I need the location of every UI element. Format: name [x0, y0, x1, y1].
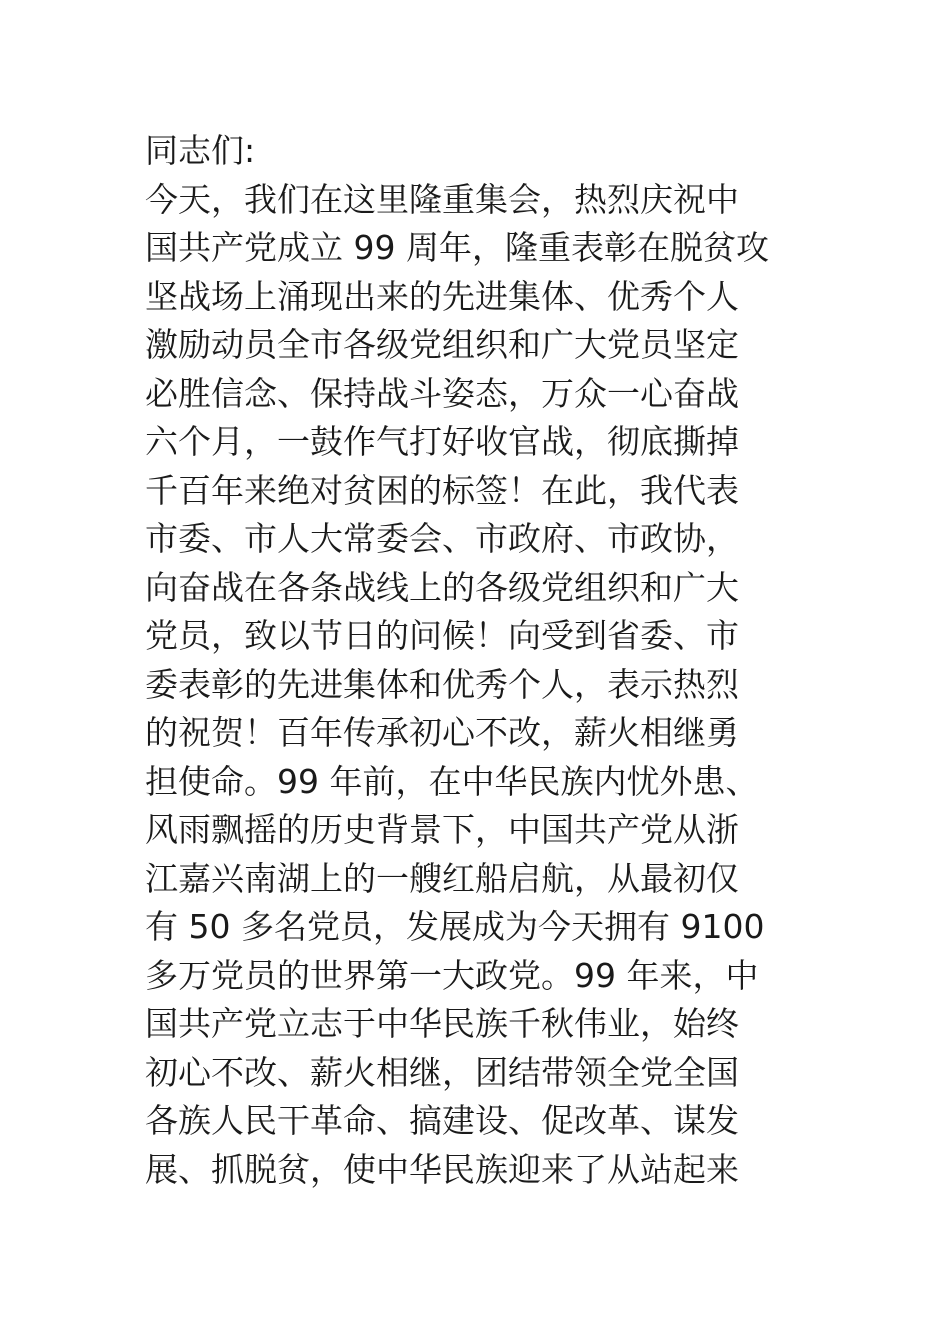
text-line: 激励动员全市各级党组织和广大党员坚定: [145, 325, 739, 364]
text-line: 江嘉兴南湖上的一艘红船启航，从最初仅: [145, 858, 739, 898]
text-line: 的祝贺！百年传承初心不改，薪火相继勇: [145, 713, 739, 752]
speech-text: [145, 127, 825, 1194]
text-line: 党员，致以节日的问候！向受到省委、市: [145, 616, 739, 655]
text-line: 坚战场上涌现出来的先进集体、优秀个人: [145, 276, 739, 316]
text-line: 向奋战在各条战线上的各级党组织和广大: [145, 567, 739, 607]
text-line: 风雨飘摇的历史背景下，中国共产党从浙: [145, 810, 739, 849]
text-line: 多万党员的世界第一大政党。99 年来，中: [145, 955, 759, 995]
text-line: 各族人民干革命、搞建设、促改革、谋发: [145, 1101, 739, 1140]
text-line: 委表彰的先进集体和优秀个人，表示热烈: [145, 664, 739, 704]
text-line: 六个月，一鼓作气打好收官战，彻底撕掉: [145, 422, 739, 461]
text-line: 必胜信念、保持战斗姿态，万众一心奋战: [145, 373, 739, 413]
text-line: 千百年来绝对贫困的标签！在此，我代表: [145, 470, 739, 510]
text-line: 有 50 多名党员，发展成为今天拥有 9100: [145, 907, 765, 946]
text-line: 展、抓脱贫，使中华民族迎来了从站起来: [145, 1149, 739, 1189]
text-line: 担使命。99 年前，在中华民族内忧外患、: [145, 761, 759, 801]
text-line: 初心不改、薪火相继，团结带领全党全国: [145, 1052, 739, 1092]
salutation: 同志们:: [145, 131, 256, 170]
text-line: 国共产党成立 99 周年，隆重表彰在脱贫攻: [145, 228, 769, 267]
text-line: 今天，我们在这里隆重集会，热烈庆祝中: [145, 179, 739, 219]
text-line: 国共产党立志于中华民族千秋伟业，始终: [145, 1004, 739, 1043]
text-line: 市委、市人大常委会、市政府、市政协，: [145, 519, 739, 558]
